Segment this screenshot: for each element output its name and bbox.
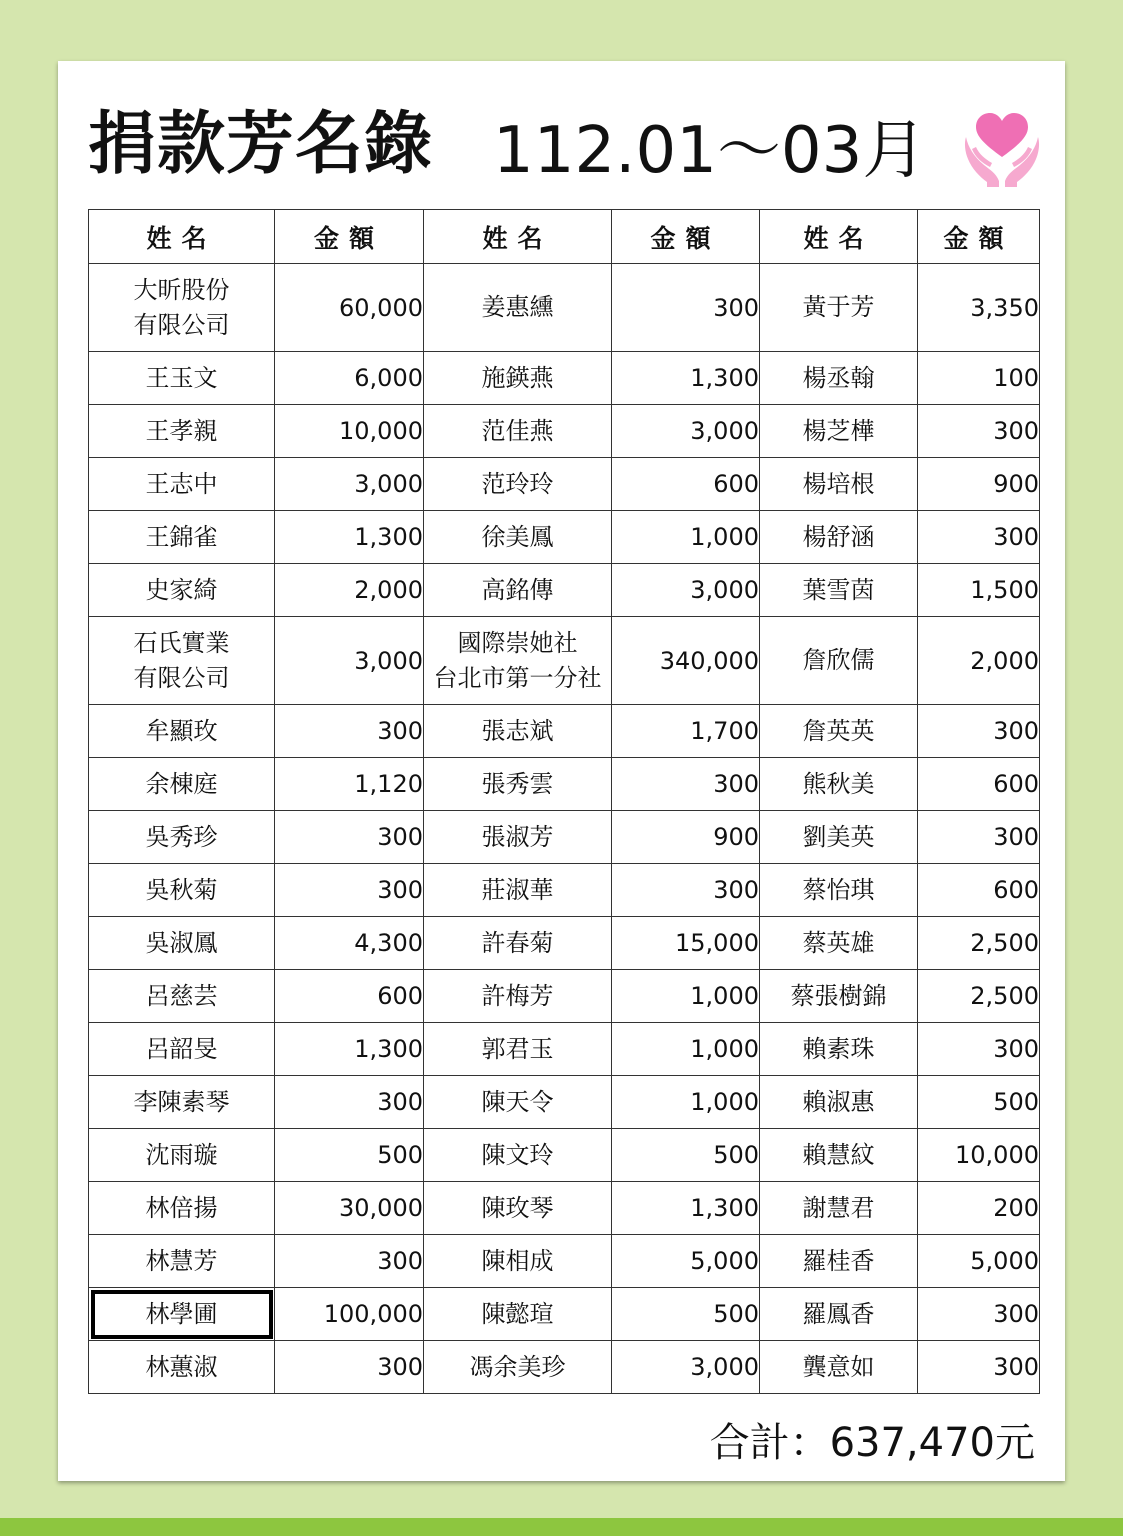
donor-name — [424, 1129, 612, 1182]
donor-name — [760, 970, 918, 1023]
donor-name — [89, 511, 275, 564]
donation-amount: 15,000 — [612, 917, 760, 970]
donor-name-line: 王玉文 — [145, 363, 218, 392]
header-name-3: 姓名 — [760, 210, 918, 264]
donor-name — [89, 864, 275, 917]
donor-name-line: 劉美英 — [802, 822, 875, 851]
donor-name-line: 張秀雲 — [481, 769, 554, 798]
table-row — [89, 1235, 1040, 1288]
donor-name-line: 羅桂香 — [802, 1246, 875, 1275]
donor-name — [89, 1129, 275, 1182]
donor-name — [424, 458, 612, 511]
donor-name — [760, 1129, 918, 1182]
donor-name — [760, 917, 918, 970]
donor-name — [760, 352, 918, 405]
donor-name-line: 黃于芳 — [802, 293, 875, 321]
donation-amount: 1,300 — [612, 1182, 760, 1235]
donor-name-line: 蔡張樹錦 — [790, 981, 887, 1010]
donation-amount: 1,300 — [612, 352, 760, 405]
donor-name-line: 詹欣儒 — [802, 646, 875, 674]
donation-amount: 2,500 — [918, 917, 1040, 970]
table-row — [89, 864, 1040, 917]
donation-amount: 10,000 — [275, 405, 424, 458]
donor-name — [89, 1182, 275, 1235]
donation-amount: 900 — [612, 811, 760, 864]
table-row — [89, 917, 1040, 970]
donor-name-line: 蔡怡琪 — [802, 875, 875, 904]
donor-name — [424, 511, 612, 564]
total-label: 合計：637,470元 — [709, 1420, 1035, 1466]
table-row — [89, 264, 1040, 352]
donation-amount: 200 — [918, 1182, 1040, 1235]
donor-name — [89, 1076, 275, 1129]
donor-name — [760, 511, 918, 564]
donor-name — [424, 1288, 612, 1341]
donor-name — [760, 405, 918, 458]
donor-name — [89, 1341, 275, 1394]
donation-amount: 3,000 — [612, 1341, 760, 1394]
table-row — [89, 617, 1040, 705]
page-title: 捐款芳名錄 — [88, 105, 434, 184]
donor-name — [760, 458, 918, 511]
donor-name — [89, 264, 275, 352]
donation-amount: 1,120 — [275, 758, 424, 811]
donor-name — [424, 617, 612, 705]
donor-name-line: 陳文玲 — [481, 1140, 554, 1169]
donor-name-line: 高銘傳 — [481, 575, 554, 604]
donation-amount: 340,000 — [612, 617, 760, 705]
donor-name-line: 有限公司 — [133, 310, 230, 339]
donor-name-line: 賴素珠 — [802, 1034, 875, 1063]
donor-name-line: 陳相成 — [481, 1246, 554, 1275]
donor-name — [89, 564, 275, 617]
donor-name — [89, 617, 275, 705]
donor-name-line: 大昕股份 — [133, 275, 230, 304]
donation-amount: 300 — [275, 811, 424, 864]
donation-amount: 300 — [918, 1288, 1040, 1341]
donation-amount: 100 — [918, 352, 1040, 405]
donor-name-line: 徐美鳳 — [481, 522, 554, 551]
table-row — [89, 1341, 1040, 1394]
donor-name-line: 呂慈芸 — [145, 981, 218, 1010]
donor-name-line: 陳玫琴 — [481, 1193, 554, 1222]
donor-name-line: 石氏實業 — [133, 628, 230, 657]
donor-name-line: 范玲玲 — [481, 469, 554, 498]
donor-name-line: 郭君玉 — [481, 1034, 554, 1063]
donor-name — [760, 1076, 918, 1129]
donor-name-line: 蔡英雄 — [802, 928, 875, 957]
donation-amount: 300 — [275, 705, 424, 758]
donor-name-line: 呂韶旻 — [145, 1034, 218, 1063]
donation-amount: 900 — [918, 458, 1040, 511]
donor-name-line: 詹英英 — [802, 716, 875, 745]
donation-amount: 3,350 — [918, 264, 1040, 352]
donor-name-line: 余棟庭 — [145, 769, 218, 798]
donation-amount: 6,000 — [275, 352, 424, 405]
donation-amount: 300 — [918, 811, 1040, 864]
donation-amount: 1,500 — [918, 564, 1040, 617]
donation-amount: 1,300 — [275, 511, 424, 564]
table-row — [89, 405, 1040, 458]
donation-amount: 5,000 — [612, 1235, 760, 1288]
donation-amount: 600 — [275, 970, 424, 1023]
donor-name — [89, 917, 275, 970]
table-row — [89, 758, 1040, 811]
donor-name — [424, 564, 612, 617]
donor-name — [89, 352, 275, 405]
donor-name-line: 吳秋菊 — [145, 875, 218, 904]
donor-name — [89, 405, 275, 458]
donation-amount: 500 — [918, 1076, 1040, 1129]
donation-amount: 2,000 — [275, 564, 424, 617]
donor-name — [89, 458, 275, 511]
header-name-1: 姓名 — [89, 210, 275, 264]
table-row — [89, 811, 1040, 864]
donor-name-line: 林學圃 — [145, 1299, 218, 1328]
table-row — [89, 1076, 1040, 1129]
donation-amount: 600 — [918, 864, 1040, 917]
donor-name — [760, 564, 918, 617]
donor-name-line: 許梅芳 — [481, 981, 554, 1010]
donor-name-line: 馮余美珍 — [469, 1352, 566, 1381]
donor-name — [424, 917, 612, 970]
header-name-2: 姓名 — [424, 210, 612, 264]
donor-name-line: 姜惠纁 — [481, 293, 554, 321]
donation-amount: 300 — [275, 1341, 424, 1394]
donor-name — [760, 1182, 918, 1235]
donor-name-line: 林倍揚 — [145, 1193, 218, 1222]
donor-name — [760, 758, 918, 811]
donor-name — [760, 1023, 918, 1076]
donor-name-line: 林蕙淑 — [145, 1352, 218, 1381]
donor-name-line: 楊培根 — [802, 469, 875, 498]
donor-table — [88, 209, 1040, 1394]
donor-name — [89, 970, 275, 1023]
donor-name-line: 有限公司 — [133, 663, 230, 692]
donor-name — [760, 811, 918, 864]
donation-amount: 1,000 — [612, 1076, 760, 1129]
period-label: 112.01～03月 — [493, 114, 927, 188]
donor-name — [760, 705, 918, 758]
donor-name — [89, 1235, 275, 1288]
donation-amount: 1,300 — [275, 1023, 424, 1076]
donation-amount: 3,000 — [275, 458, 424, 511]
donor-name-line: 楊丞翰 — [802, 363, 875, 392]
donor-name — [424, 970, 612, 1023]
donation-amount: 500 — [612, 1129, 760, 1182]
table-row — [89, 970, 1040, 1023]
donor-name-line: 王志中 — [145, 469, 218, 498]
donor-name-line: 王孝親 — [145, 416, 218, 445]
donor-name — [424, 1235, 612, 1288]
donor-name-line: 張淑芳 — [481, 822, 554, 851]
donor-name — [89, 758, 275, 811]
donation-amount: 3,000 — [612, 564, 760, 617]
donation-amount: 100,000 — [275, 1288, 424, 1341]
donation-amount: 4,300 — [275, 917, 424, 970]
donor-name-line: 范佳燕 — [481, 416, 554, 445]
donation-amount: 300 — [612, 264, 760, 352]
donor-name-line: 賴慧紋 — [802, 1140, 875, 1169]
donation-amount: 1,700 — [612, 705, 760, 758]
donor-name-line: 許春菊 — [481, 928, 554, 957]
donor-name — [89, 705, 275, 758]
donor-name-line: 李陳素琴 — [133, 1087, 230, 1116]
header-amount-3: 金額 — [918, 210, 1040, 264]
donor-table-body — [89, 264, 1040, 1394]
donor-name — [760, 1341, 918, 1394]
donation-amount: 300 — [918, 405, 1040, 458]
donor-name-line: 楊芝樺 — [802, 416, 875, 445]
donor-name-line: 吳秀珍 — [145, 822, 218, 851]
donor-name — [424, 1076, 612, 1129]
donation-amount: 1,000 — [612, 1023, 760, 1076]
donation-amount: 2,000 — [918, 617, 1040, 705]
donor-name-line: 沈雨璇 — [145, 1140, 218, 1169]
donor-name-line: 葉雪茵 — [802, 575, 875, 604]
donor-name — [424, 811, 612, 864]
donation-amount: 3,000 — [612, 405, 760, 458]
donor-name-line: 林慧芳 — [145, 1246, 218, 1275]
donor-name-line: 牟顯玫 — [145, 716, 218, 745]
donor-name — [424, 864, 612, 917]
table-row — [89, 511, 1040, 564]
header-amount-2: 金額 — [612, 210, 760, 264]
donation-amount: 1,000 — [612, 970, 760, 1023]
table-row — [89, 352, 1040, 405]
donation-amount: 300 — [918, 1023, 1040, 1076]
donor-name-line: 楊舒涵 — [802, 522, 875, 551]
donation-amount: 300 — [612, 758, 760, 811]
donor-name — [424, 758, 612, 811]
donor-name — [760, 264, 918, 352]
donor-name — [424, 1023, 612, 1076]
donor-name-line: 王錦雀 — [145, 522, 218, 551]
donation-amount: 300 — [918, 705, 1040, 758]
donor-name-line: 吳淑鳳 — [145, 928, 218, 957]
donation-amount: 300 — [275, 1235, 424, 1288]
donor-name-line: 台北市第一分社 — [433, 663, 602, 692]
table-row — [89, 458, 1040, 511]
donation-amount: 5,000 — [918, 1235, 1040, 1288]
donor-name — [89, 1023, 275, 1076]
donor-name-line: 龔意如 — [802, 1352, 875, 1381]
heart-shape — [976, 113, 1028, 157]
donation-amount: 600 — [612, 458, 760, 511]
donation-amount: 300 — [275, 1076, 424, 1129]
donor-list-card — [58, 61, 1065, 1481]
donation-amount: 500 — [275, 1129, 424, 1182]
table-row — [89, 705, 1040, 758]
donor-name-line: 賴淑惠 — [802, 1087, 875, 1116]
table-row — [89, 1023, 1040, 1076]
donation-amount: 60,000 — [275, 264, 424, 352]
heart-hands-icon — [962, 109, 1042, 189]
donation-amount: 300 — [275, 864, 424, 917]
donation-amount: 600 — [918, 758, 1040, 811]
donor-name — [760, 617, 918, 705]
donor-name-line: 熊秋美 — [802, 769, 875, 798]
donation-amount: 500 — [612, 1288, 760, 1341]
donor-name — [89, 811, 275, 864]
donor-name — [424, 1341, 612, 1394]
table-row — [89, 564, 1040, 617]
donation-amount: 30,000 — [275, 1182, 424, 1235]
donation-amount: 300 — [612, 864, 760, 917]
donor-name — [760, 1288, 918, 1341]
donor-name — [424, 705, 612, 758]
table-row — [89, 1182, 1040, 1235]
table-row — [89, 1129, 1040, 1182]
donor-name-line: 陳天令 — [481, 1087, 554, 1116]
donation-amount: 1,000 — [612, 511, 760, 564]
donor-name-line: 謝慧君 — [802, 1193, 875, 1222]
bottom-accent-bar — [0, 1518, 1123, 1536]
donor-name — [424, 352, 612, 405]
donation-amount: 3,000 — [275, 617, 424, 705]
donor-name-line: 史家綺 — [145, 575, 218, 604]
donor-name — [424, 1182, 612, 1235]
donor-name-line: 國際崇她社 — [457, 628, 578, 657]
donor-name-line: 施鍈燕 — [481, 363, 554, 392]
header-row — [89, 210, 1040, 264]
donation-amount: 2,500 — [918, 970, 1040, 1023]
donor-name — [424, 405, 612, 458]
donor-name — [424, 264, 612, 352]
donor-name-line: 莊淑華 — [481, 875, 554, 904]
donation-amount: 300 — [918, 511, 1040, 564]
donation-amount: 300 — [918, 1341, 1040, 1394]
donor-name-line: 陳懿瑄 — [481, 1299, 554, 1328]
donor-name — [760, 1235, 918, 1288]
donor-name-line: 張志斌 — [481, 716, 554, 745]
donation-amount: 10,000 — [918, 1129, 1040, 1182]
table-row — [89, 1288, 1040, 1341]
donor-name — [760, 864, 918, 917]
donor-name-line: 羅鳳香 — [802, 1299, 875, 1328]
header-amount-1: 金額 — [275, 210, 424, 264]
donor-name — [89, 1288, 275, 1341]
